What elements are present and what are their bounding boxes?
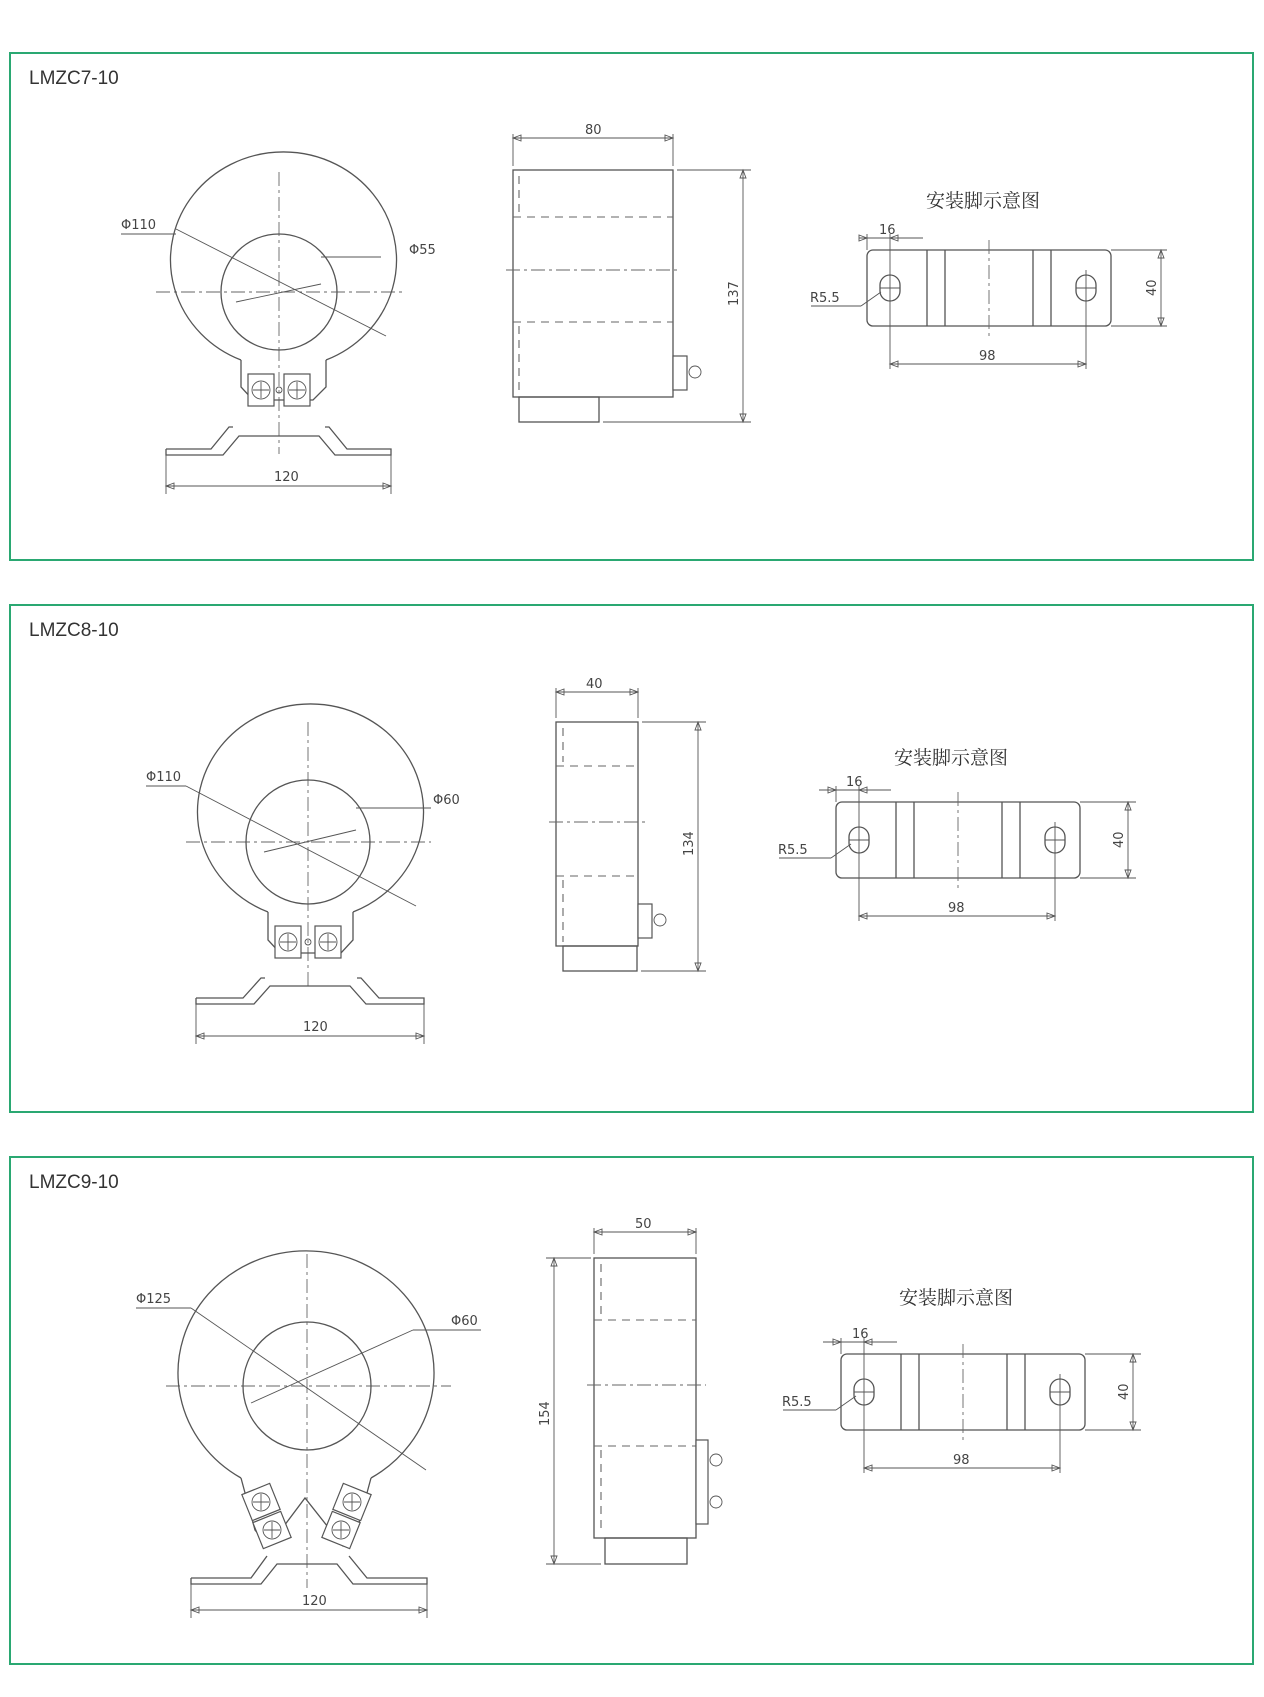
- side-height-label: 134: [682, 831, 697, 856]
- mount-height-label: 40: [1112, 831, 1127, 848]
- inner-diameter-label: Φ60: [451, 1314, 478, 1329]
- panel-lmzc8-10: [9, 604, 1254, 1113]
- mount-caption: 安装脚示意图: [899, 1287, 1014, 1309]
- base-width-label: 120: [302, 1594, 327, 1609]
- base-width-label: 120: [303, 1020, 328, 1035]
- front-view: [136, 1251, 481, 1618]
- drawing-lmzc7-10: [11, 54, 1252, 559]
- mount-height-label: 40: [1145, 279, 1160, 296]
- inner-diameter-label: Φ60: [433, 793, 460, 808]
- side-width-label: 80: [585, 123, 602, 138]
- front-view: [146, 704, 431, 1044]
- hole-spacing-label: 98: [979, 349, 996, 364]
- slot-width-label: 16: [879, 223, 896, 238]
- hole-spacing-label: 98: [948, 901, 965, 916]
- mount-height-label: 40: [1117, 1383, 1132, 1400]
- outer-diameter-label: Φ110: [121, 218, 157, 233]
- outer-diameter-label: Φ110: [146, 770, 182, 785]
- slot-width-label: 16: [852, 1327, 869, 1342]
- side-view: [549, 688, 706, 971]
- radius-label: R5.5: [810, 291, 840, 306]
- side-view: [546, 1228, 722, 1564]
- outer-diameter-label: Φ125: [136, 1292, 172, 1307]
- panel-lmzc7-10: [9, 52, 1254, 561]
- side-height-label: 154: [538, 1401, 553, 1426]
- slot-width-label: 16: [846, 775, 863, 790]
- model-title: LMZC8-10: [29, 620, 119, 641]
- panel-lmzc9-10: [9, 1156, 1254, 1665]
- side-view: [506, 134, 751, 422]
- drawing-lmzc8-10: [11, 606, 1252, 1111]
- model-title: LMZC7-10: [29, 68, 119, 89]
- radius-label: R5.5: [782, 1395, 812, 1410]
- hole-spacing-label: 98: [953, 1453, 970, 1468]
- front-view: [121, 152, 406, 494]
- inner-diameter-label: Φ55: [409, 243, 436, 258]
- mount-caption: 安装脚示意图: [926, 190, 1041, 212]
- base-width-label: 120: [274, 470, 299, 485]
- mount-caption: 安装脚示意图: [894, 747, 1009, 769]
- side-height-label: 137: [727, 281, 742, 306]
- model-title: LMZC9-10: [29, 1172, 119, 1193]
- side-width-label: 40: [586, 677, 603, 692]
- drawing-lmzc9-10: [11, 1158, 1252, 1663]
- side-width-label: 50: [635, 1217, 652, 1232]
- radius-label: R5.5: [778, 843, 808, 858]
